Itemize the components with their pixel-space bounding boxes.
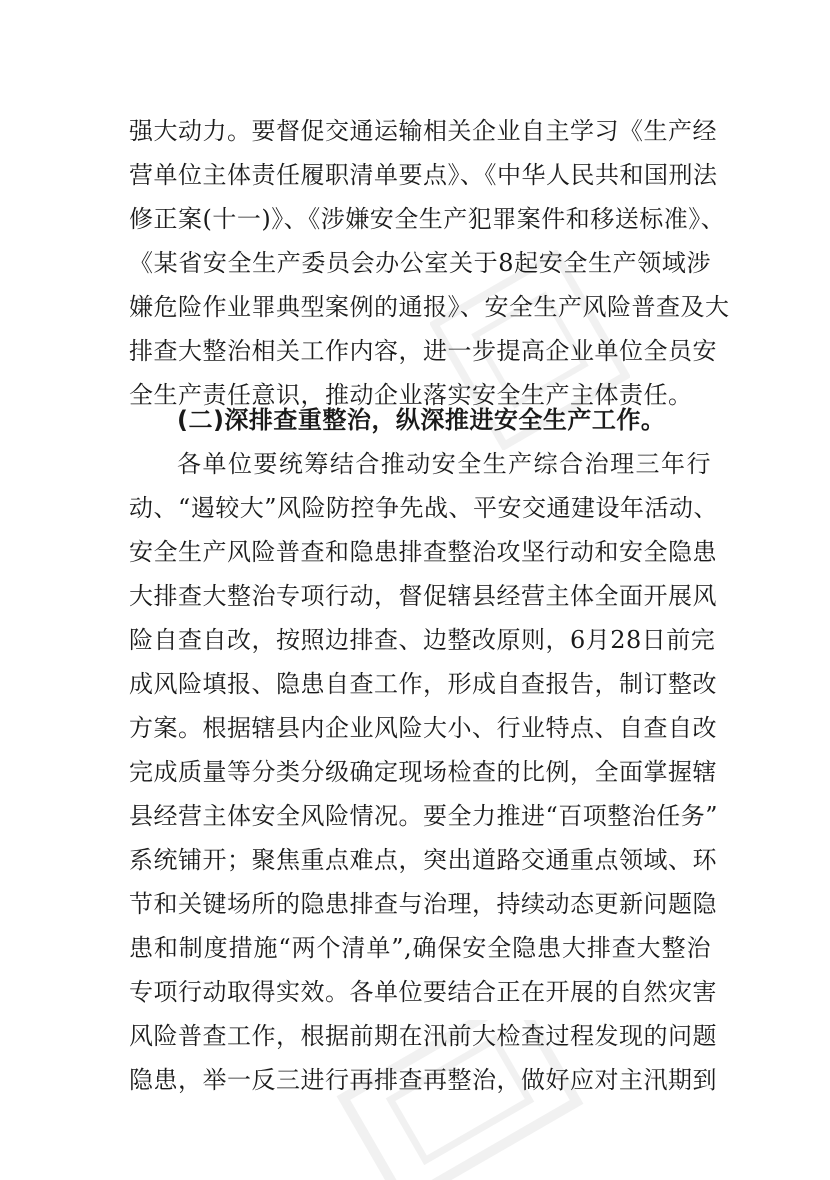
text-line: 《某省安全生产委员会办公室关于8起安全生产领域涉 <box>129 249 711 277</box>
text-line: 风险普查工作，根据前期在汛前大检查过程发现的问题 <box>129 1022 717 1050</box>
text-line: 成风险填报、隐患自查工作，形成自查报告，制订整改 <box>129 670 717 698</box>
text-line: 营单位主体责任履职清单要点》、《中华人民共和国刑法 <box>129 161 718 189</box>
text-line: 险自查自改，按照边排查、边整改原则，6月28日前完 <box>129 626 716 654</box>
text-line: 隐患，举一反三进行再排查再整治，做好应对主汛期到 <box>129 1066 717 1094</box>
section-heading: (二)深排查重整治，纵深推进安全生产工作。 <box>177 406 666 434</box>
text-line: 专项行动取得实效。各单位要结合正在开展的自然灾害 <box>129 978 717 1006</box>
text-line: 县经营主体安全风险情况。要全力推进“百项整治任务” <box>129 802 719 830</box>
text-line: 各单位要统筹结合推动安全生产综合治理三年行 <box>177 450 711 478</box>
text-line: 患和制度措施“两个清单”,确保安全隐患大排查大整治 <box>129 934 711 962</box>
text-line: 强大动力。要督促交通运输相关企业自主学习《生产经 <box>129 117 717 145</box>
text-line: 动、“遏较大”风险防控争先战、平安交通建设年活动、 <box>129 494 719 522</box>
text-line: 安全生产风险普查和隐患排查整治攻坚行动和安全隐患 <box>129 538 717 566</box>
text-line: 完成质量等分类分级确定现场检查的比例，全面掌握辖 <box>129 758 717 786</box>
text-line: 节和关键场所的隐患排查与治理，持续动态更新问题隐 <box>129 890 717 918</box>
text-line: 方案。根据辖县内企业风险大小、行业特点、自查自改 <box>129 714 717 742</box>
text-line: 修正案(十一)》、《涉嫌安全生产犯罪案件和移送标准》、 <box>129 205 726 233</box>
text-line: 系统铺开；聚焦重点难点，突出道路交通重点领域、环 <box>129 846 717 874</box>
text-line: 全生产责任意识，推动企业落实安全生产主体责任。 <box>129 381 693 409</box>
text-line: 嫌危险作业罪典型案例的通报》、安全生产风险普查及大 <box>129 293 730 321</box>
text-line: 大排查大整治专项行动，督促辖县经营主体全面开展风 <box>129 582 717 610</box>
text-line: 排查大整治相关工作内容，进一步提高企业单位全员安 <box>129 337 717 365</box>
